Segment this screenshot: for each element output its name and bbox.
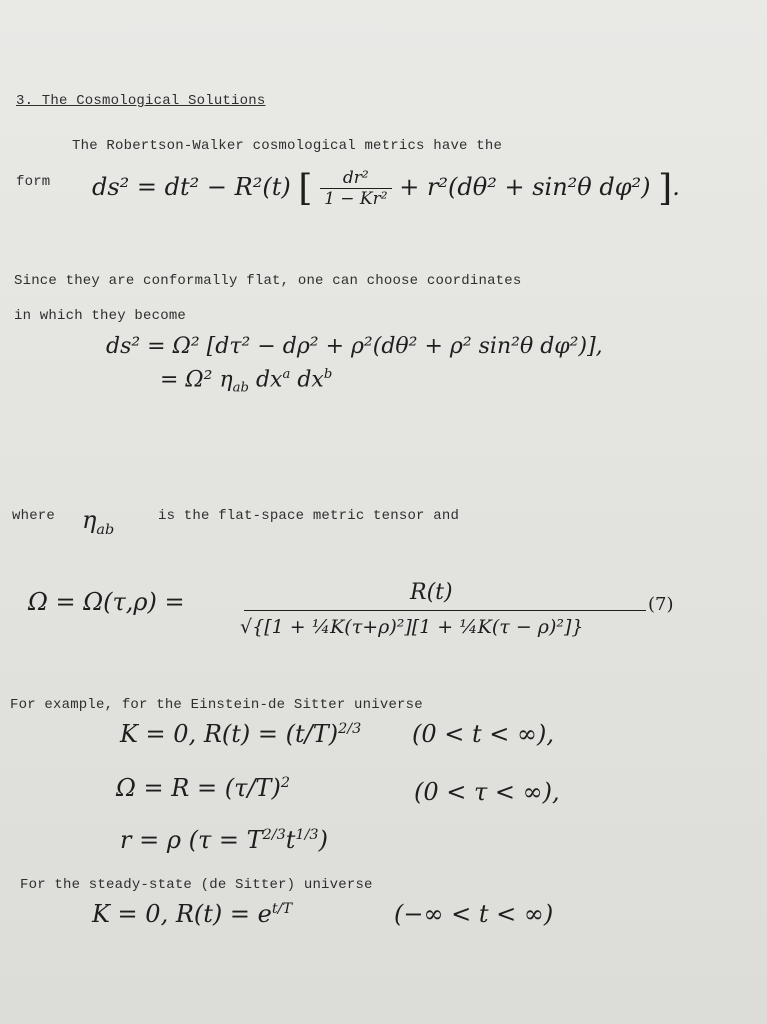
eds-range-1: (0 < t < ∞), xyxy=(412,720,554,748)
eta-sub: ab xyxy=(96,521,115,538)
steady-state-text: For the steady-state (de Sitter) universe xyxy=(20,877,373,893)
where-word: where xyxy=(12,508,56,524)
omega-fraction-bar xyxy=(244,610,646,611)
rw-rest: + r²(dθ² + sin²θ dφ²) xyxy=(399,173,651,201)
eds3-close: ) xyxy=(318,826,328,854)
eds-range-2: (0 < τ < ∞), xyxy=(414,778,560,806)
left-bracket: [ xyxy=(298,168,313,209)
steady-state-eq xyxy=(92,900,292,928)
eds3-t: t xyxy=(285,826,296,854)
omega-lhs: Ω = Ω(τ,ρ) = xyxy=(28,588,185,616)
section-heading: 3. The Cosmological Solutions xyxy=(16,93,266,109)
equation-number: (7) xyxy=(648,594,674,615)
example-text: For example, for the Einstein-de Sitter universe xyxy=(10,697,423,713)
eta-letter: η xyxy=(82,506,97,534)
conformal-eq-2 xyxy=(160,367,332,396)
eds-line-2 xyxy=(116,774,290,802)
conformal-text-1: Since they are conformally flat, one can choose coordinates xyxy=(14,273,522,289)
steady-state-range: (−∞ < t < ∞) xyxy=(394,900,554,928)
omega-denominator: √{[1 + ¼K(τ+ρ)²][1 + ¼K(τ − ρ)²]} xyxy=(240,616,584,638)
rw-fraction xyxy=(320,168,392,209)
eta-symbol xyxy=(82,506,114,538)
rw-tail: . xyxy=(672,173,680,201)
ss1-exp: t/T xyxy=(271,901,293,917)
eds-line-1 xyxy=(120,720,361,748)
tensor-text: is the flat-space metric tensor and xyxy=(158,508,460,524)
right-bracket: ] xyxy=(658,168,673,209)
conformal-eq-1: ds² = Ω² [dτ² − dρ² + ρ²(dθ² + ρ² sin²θ dφ²)], xyxy=(106,334,603,359)
eds1-exp: 2/3 xyxy=(338,721,362,737)
eds-line-3 xyxy=(120,826,328,854)
intro-text: The Robertson-Walker cosmological metrics have the xyxy=(72,138,503,154)
eds2-main: Ω = R = (τ/T) xyxy=(116,774,281,802)
conformal-text-2: in which they become xyxy=(14,308,187,324)
rw-frac-den: 1 − Kr² xyxy=(320,188,392,209)
form-word: form xyxy=(16,174,51,190)
eds3-exp2: 1/3 xyxy=(295,827,319,843)
eds2-exp: 2 xyxy=(280,775,290,791)
conf2-sup-b: b xyxy=(323,367,333,382)
eds3-exp1: 2/3 xyxy=(262,827,286,843)
conf2-sup-a: a xyxy=(282,367,291,382)
ss1-main: K = 0, R(t) = e xyxy=(92,900,272,928)
rw-metric-equation xyxy=(92,168,680,209)
conf2-sub: ab xyxy=(232,380,249,396)
conf2-dx1: dx xyxy=(248,367,283,393)
conf2-dx2: dx xyxy=(290,367,324,393)
eds1-main: K = 0, R(t) = (t/T) xyxy=(120,720,339,748)
rw-lhs: ds² = dt² − R²(t) xyxy=(92,173,291,201)
omega-numerator: R(t) xyxy=(410,580,453,605)
conf2-main: = Ω² η xyxy=(160,367,233,393)
rw-frac-num: dr² xyxy=(342,168,369,188)
eds3-main: r = ρ (τ = T xyxy=(120,826,263,854)
